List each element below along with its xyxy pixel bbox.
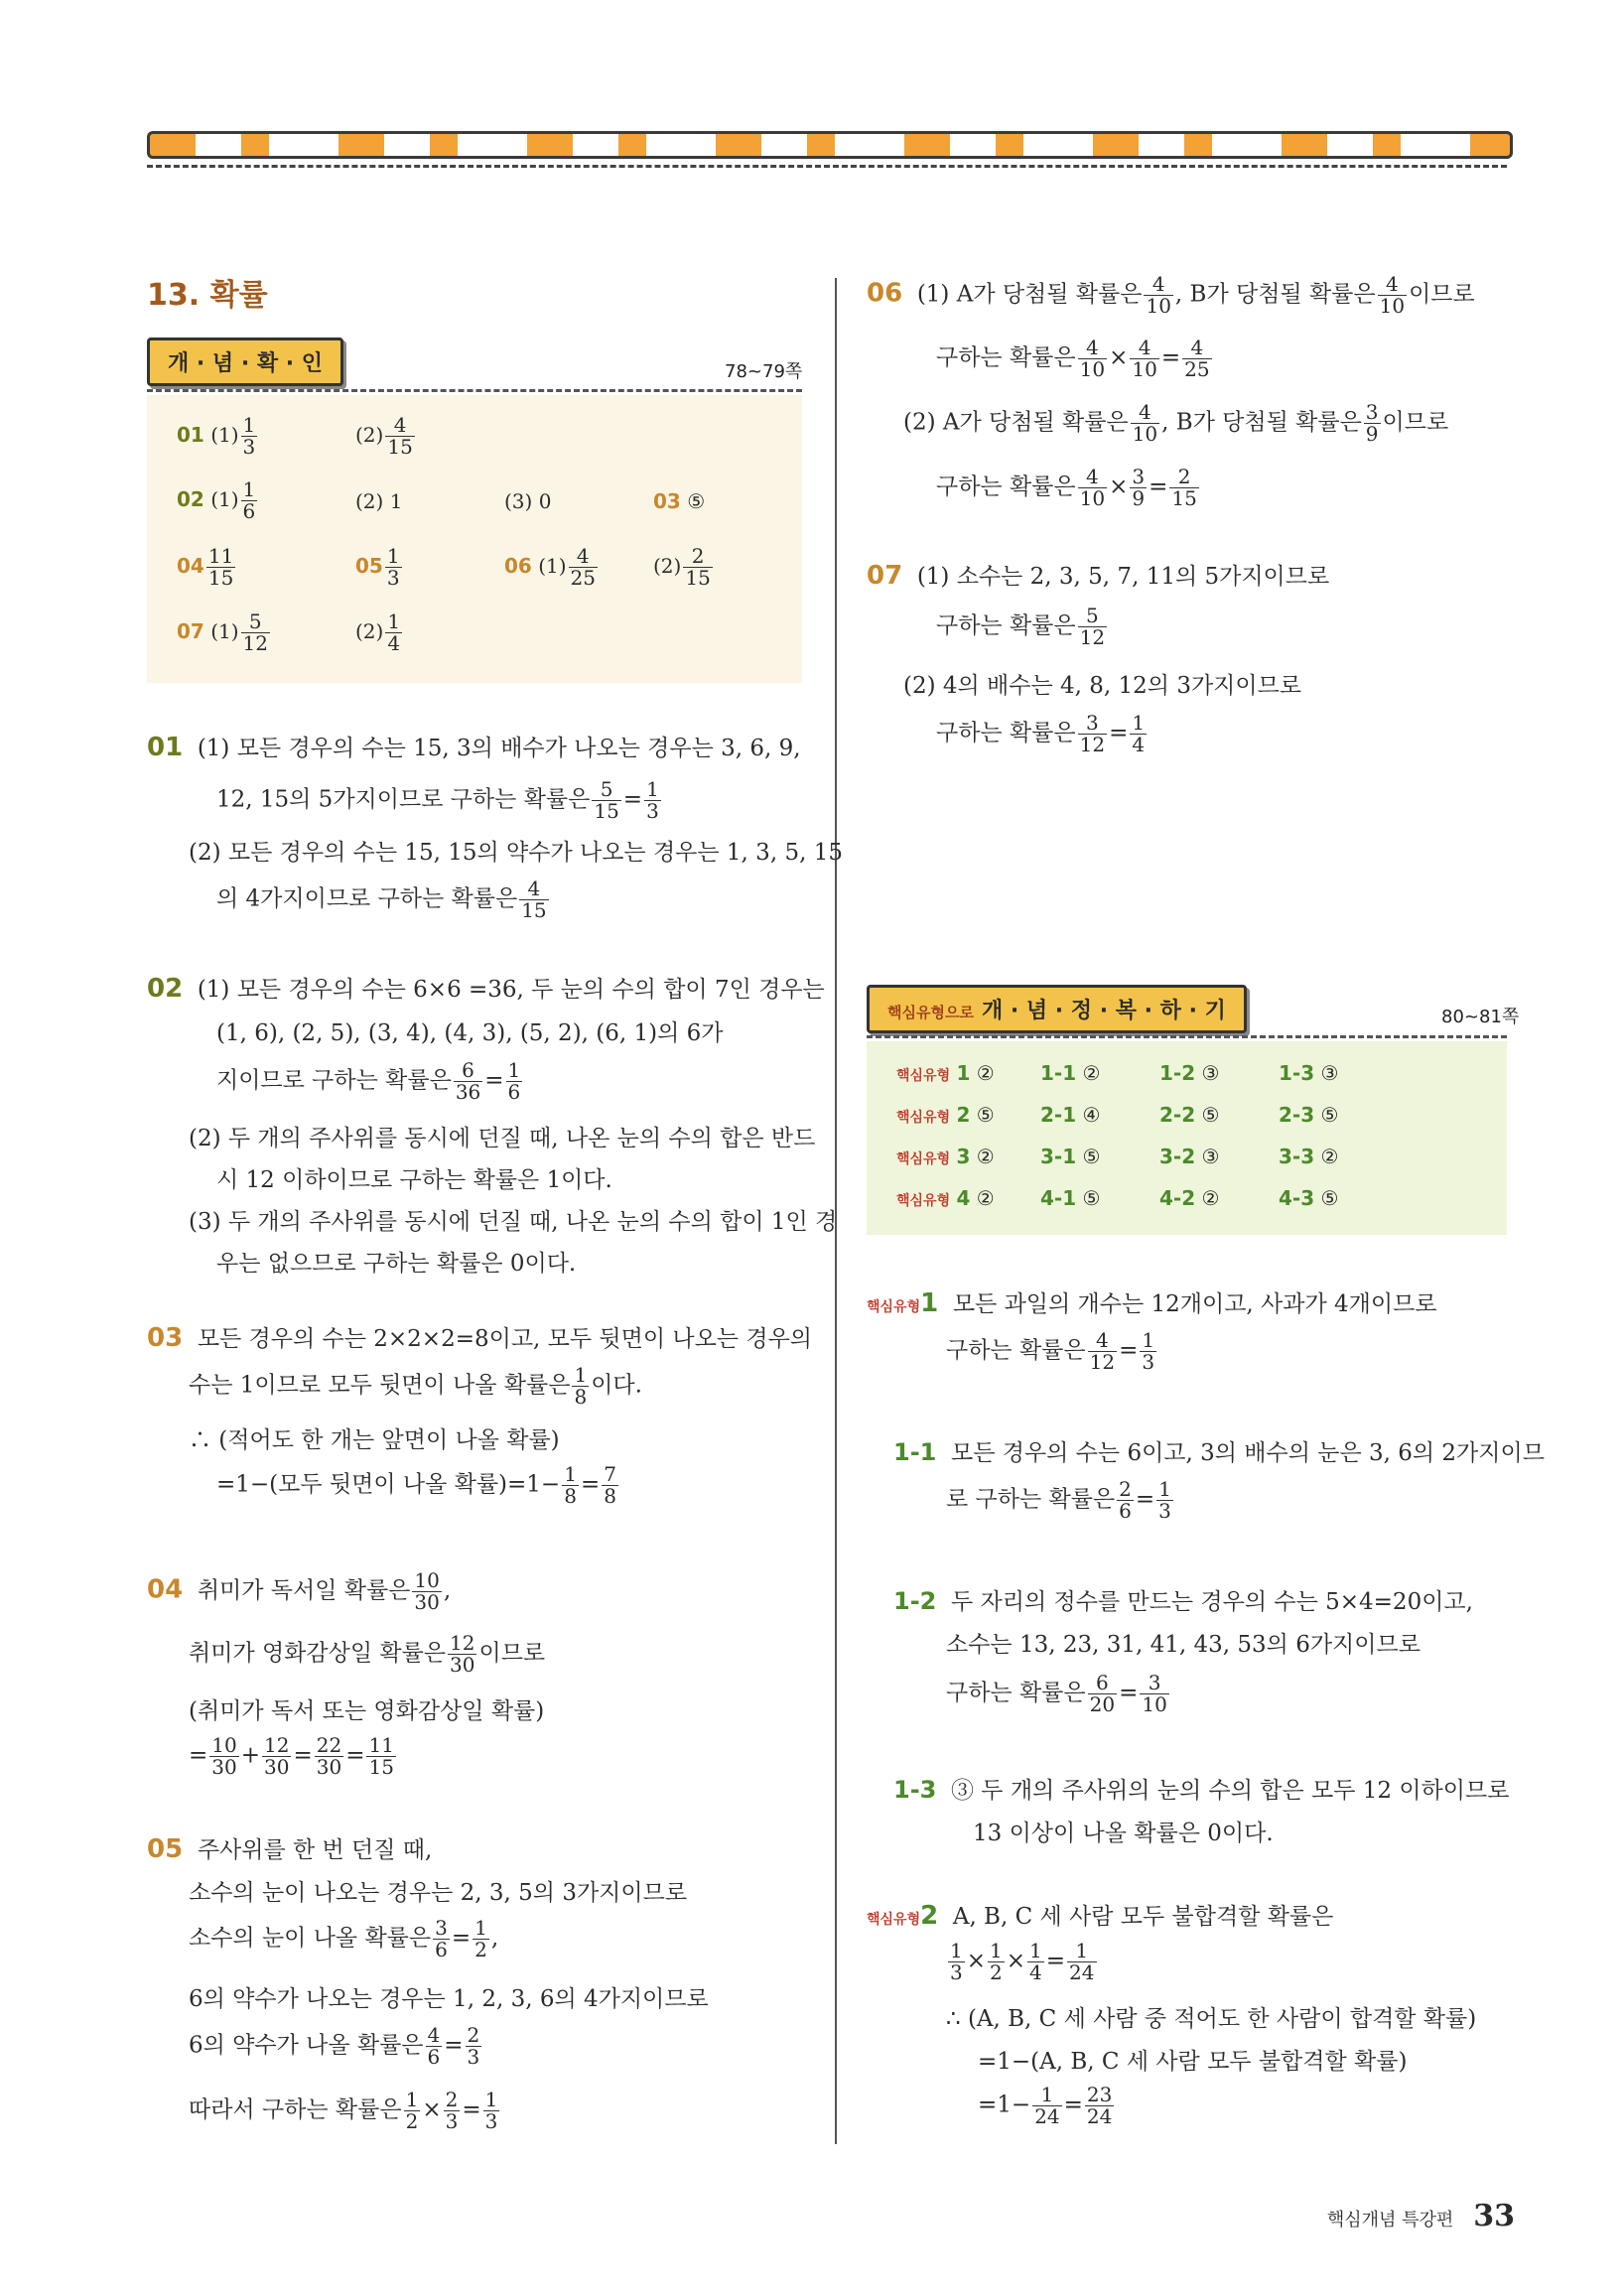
sub-answer: 3-3 ② xyxy=(1279,1145,1339,1168)
sub-answer: 2-3 ⑤ xyxy=(1279,1103,1339,1127)
solution-k1-3: 1-3 ③ 두 개의 주사위의 눈의 수의 합은 모두 12 이하이므로 xyxy=(893,1776,1510,1804)
answer-box: 01 (1) $\frac{1}{3}$ (2) $\frac{4}{15}$ 02 (1) $\frac{1}{6}$ (2) 1 (3) 0 03 ⑤ 04 $\frac{11}{15}$ 05 $\frac{1}{3}$ 06 (1) $\frac{4}{25}$ (2) $\frac{2}{15}$ 07 (1) $\frac{5}{12}$ (2) $\frac{1}{4}$ xyxy=(147,395,802,683)
core-type-answer: 핵심유형 2 ⑤ xyxy=(896,1103,995,1127)
solution-05: 05 주사위를 한 번 던질 때, xyxy=(147,1834,433,1864)
sub-answer: 1-2 ③ xyxy=(1159,1061,1220,1085)
tab-divider xyxy=(147,389,802,392)
sub-answer: 4-3 ⑤ xyxy=(1279,1186,1339,1210)
section-title: 13. 확률 xyxy=(147,278,268,313)
solution-02: 02 (1) 모든 경우의 수는 6×6 =36, 두 눈의 수의 합이 7인 경우는 xyxy=(147,974,825,1004)
solution-03: 03 모든 경우의 수는 2×2×2=8이고, 모두 뒷면이 나오는 경우의 xyxy=(147,1323,813,1353)
sub-answer: 1-3 ③ xyxy=(1279,1061,1339,1085)
sub-answer: 1-1 ② xyxy=(1040,1061,1101,1085)
sub-answer: 2-1 ④ xyxy=(1040,1103,1101,1127)
sub-answer: 2-2 ⑤ xyxy=(1159,1103,1220,1127)
header-dashed-line xyxy=(147,165,1507,168)
page-reference-2: 80~81쪽 xyxy=(1441,1007,1520,1027)
answer-box-2 xyxy=(867,1041,1507,1235)
concept-mastery-tab: 핵심유형으로 개 · 념 · 정 · 복 · 하 · 기 xyxy=(867,985,1247,1033)
page-footer: 핵심개념 특강편 33 xyxy=(1326,2199,1515,2233)
page-reference: 78~79쪽 xyxy=(725,361,803,382)
header-ribbon xyxy=(147,131,1513,159)
solution-k1-1: 1-1 모든 경우의 수는 6이고, 3의 배수의 눈은 3, 6의 2가지이므 xyxy=(893,1438,1545,1466)
sub-answer: 3-2 ③ xyxy=(1159,1145,1220,1168)
solution-04: 04 취미가 독서일 확률은 $\frac{10}{30}$ , xyxy=(147,1568,452,1614)
solution-k1-2: 1-2 두 자리의 정수를 만드는 경우의 수는 5×4=20이고, xyxy=(893,1587,1473,1615)
solution-01: 01 (1) 모든 경우의 수는 15, 3의 배수가 나오는 경우는 3, 6, 9, xyxy=(147,733,801,762)
solution-k1: 핵심유형1 모든 과일의 개수는 12개이고, 사과가 4개이므로 xyxy=(867,1288,1437,1318)
sub-answer: 4-1 ⑤ xyxy=(1040,1186,1101,1210)
core-type-answer: 핵심유형 4 ② xyxy=(896,1186,995,1210)
core-type-answer: 핵심유형 3 ② xyxy=(896,1145,995,1168)
concept-check-tab: 개 · 념 · 확 · 인 xyxy=(147,338,343,386)
core-type-answer: 핵심유형 1 ② xyxy=(896,1061,995,1085)
sub-answer: 3-1 ⑤ xyxy=(1040,1145,1101,1168)
solution-k2: 핵심유형2 A, B, C 세 사람 모두 불합격할 확률은 xyxy=(867,1901,1334,1931)
solution-06: 06 (1) A가 당첨될 확률은 $\frac{4}{10}$ , B가 당첨될 확률은 $\frac{4}{10}$ 이므로 xyxy=(867,272,1475,318)
sub-answer: 4-2 ② xyxy=(1159,1186,1220,1210)
tab-divider-2 xyxy=(867,1035,1507,1038)
solution-07: 07 (1) 소수는 2, 3, 5, 7, 11의 5가지이므로 xyxy=(867,561,1330,591)
